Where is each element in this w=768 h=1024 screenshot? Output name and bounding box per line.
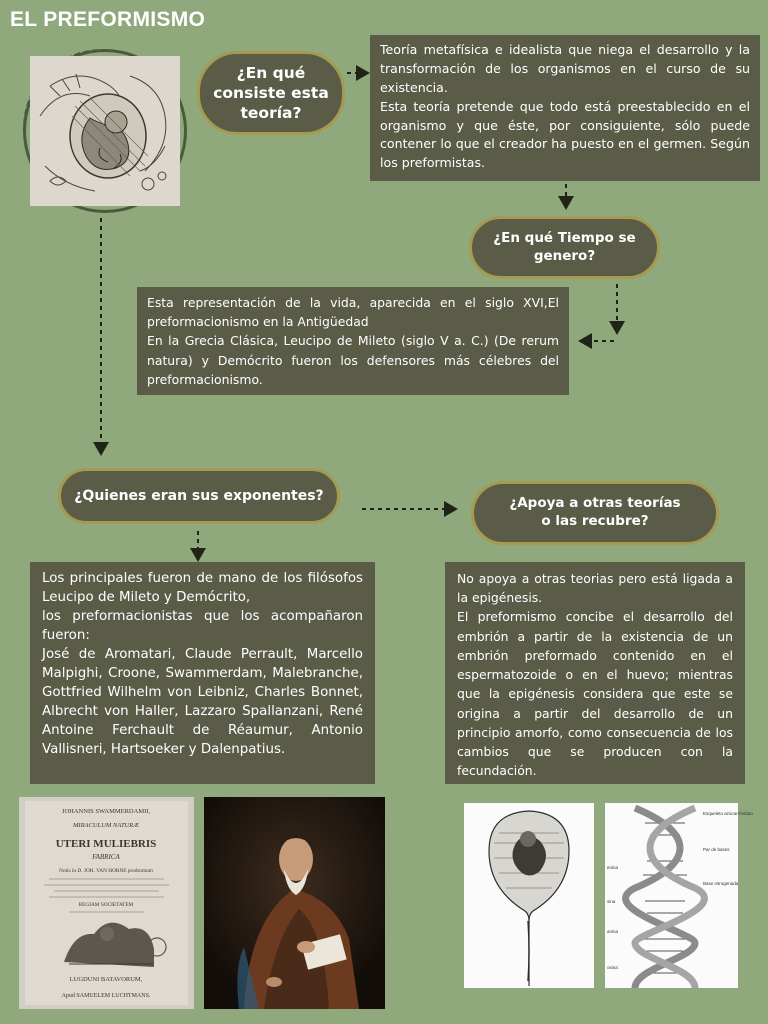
philosopher-painting-image	[204, 797, 385, 1009]
question-text: ¿Quienes eran sus exponentes?	[74, 487, 324, 504]
question-line: ¿En qué	[236, 63, 306, 82]
book-line: FABRICA	[92, 853, 120, 861]
book-line: JOHANNIS SWAMMERDAMII,	[61, 808, 151, 815]
book-line: MIRACULUM NATURÆ	[72, 822, 140, 829]
dna-label: Esqueleto azúcar-fosfato	[703, 811, 753, 816]
answer-paragraph: No apoya a otras teorias pero está ligada a la epigénesis.	[457, 571, 733, 606]
answer-paragraph: Teoría metafísica e idealista que niega el desarrollo y la transformación de los organismos en el curso de su existencia.	[380, 42, 750, 95]
question-line: teoría?	[240, 104, 302, 123]
book-title-page-image	[19, 797, 194, 1009]
question-line: ¿Apoya a otras teorías	[509, 495, 681, 512]
page-title: EL PREFORMISMO	[10, 8, 206, 31]
dna-label: osina	[607, 965, 618, 970]
dna-label: anina	[607, 929, 619, 934]
question-line: o las recubre?	[541, 513, 649, 529]
question-line: genero?	[533, 247, 596, 264]
answer-paragraph: El preformismo concibe el desarrollo del embrión a partir de la existencia de un embrión preformado contenido en el espermatozoide o en el huevo; mientras que la epigénesis considera que este se origina a partir del desarrollo de un principio amorfo, como consecuencia de los cambios que se producen con la fecundación.	[457, 609, 733, 779]
answer-paragraph: Esta representación de la vida, aparecida en el siglo XVI,El preformacionismo en la Antigüedad	[147, 295, 559, 330]
answer-paragraph: En la Grecia Clásica, Leucipo de Mileto (siglo V a. C.) (De rerum natura) y Demócrito fueron los defensores más célebres del preformacionismo.	[147, 333, 559, 387]
dna-label: enina	[607, 865, 619, 870]
book-line: UTERI MULIEBRIS	[55, 838, 157, 850]
dna-label: Par de bases	[703, 847, 730, 852]
dna-label: Base nitrogenada	[703, 881, 739, 886]
answer-paragraph: Esta teoría pretende que todo está preestablecido en el organismo y que éste, por consiguiente, sólo puede contener lo que el creador ha puesto en el germen. Según los preformistas.	[380, 98, 750, 171]
book-line: LUGDUNI BATAVORUM,	[69, 976, 143, 983]
book-line: Apud SAMUELEM LUCHTMANS.	[61, 993, 151, 999]
homunculus-sperm-image	[464, 803, 594, 988]
book-line: Notis in D. JOH. VAN HORNE prodromum	[59, 868, 153, 874]
answer-paragraph: Los principales fueron de mano de los filósofos Leucipo de Mileto y Demócrito,	[42, 571, 363, 606]
question-line: ¿En qué Tiempo se	[493, 229, 636, 246]
question-line: consiste esta	[213, 83, 329, 102]
answer-paragraph: José de Aromatari, Claude Perrault, Marcello Malpighi, Croone, Swammerdam, Malebranche, Gottfried Wilhelm von Leibniz, Charles Bonnet, Albrecht von Haller, Lazzaro Spallanzani, René Antoine Ferchault de Réaumur, Antonio Vallisneri, Hartsoeker y Dalenpatius.	[42, 647, 363, 758]
dna-helix-diagram-image	[605, 803, 753, 988]
dna-label: sina	[607, 899, 616, 904]
book-line: REGIAM SOCIETATEM	[78, 902, 134, 908]
answer-paragraph: los preformacionistas que los acompañaron fueron:	[42, 609, 363, 644]
